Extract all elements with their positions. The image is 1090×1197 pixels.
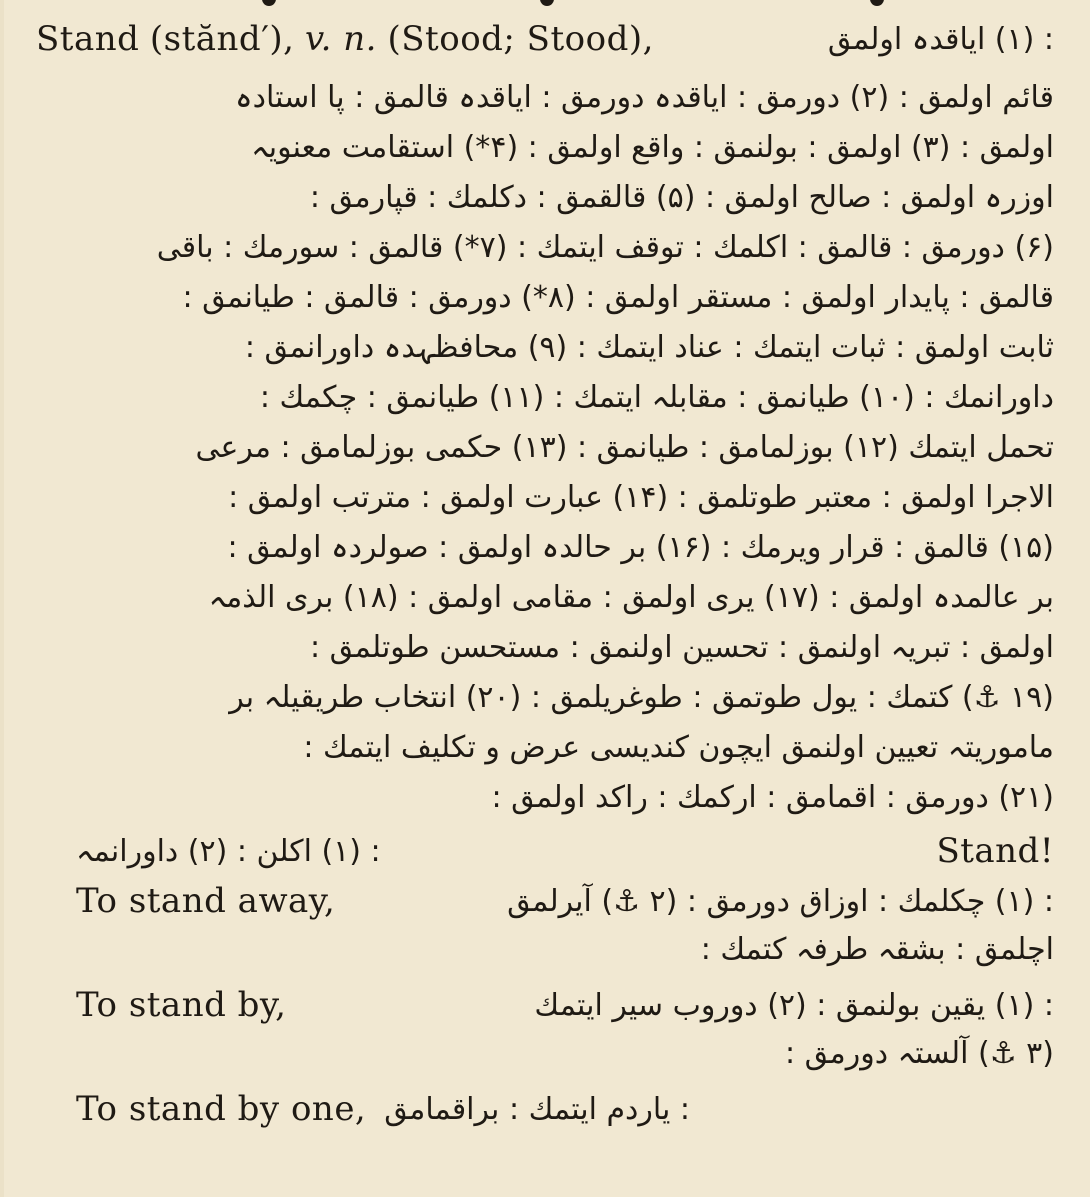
definition-line: الاجرا اولمق : معتبر طوتلمق : (۱۴) عبارت اولمق : مترتب اولمق : (228, 479, 1054, 515)
subentry-stand-away (76, 880, 1054, 922)
subentry-definition: : (۱) يقين بولنمق : (۲) دوروب سير ايتمك (534, 987, 1054, 1023)
subentry-definition: : ياردم ايتمك : براقمامق (384, 1091, 691, 1127)
headword-group (36, 19, 654, 59)
headword-line (36, 18, 1054, 60)
definition-line: بر عالمدہ اولمق : (۱۷) يرى اولمق : مقامى اولمق : (۱۸) برى الذمہ (208, 579, 1054, 615)
definition-line: تحمل ايتمك (۱۲) بوزلمامق : طيانمق : (۱۳) حكمى بوزلمامق : مرعى (195, 429, 1054, 465)
part-of-speech: v. n. (305, 19, 377, 59)
first-definition: : (۱) اياقدہ اولمق (827, 21, 1054, 57)
definition-line: اولمق : (۳) اولمق : بولنمق : واقع اولمق : (۴*) استقامت معنويہ (251, 129, 1054, 165)
subentry-definition: : (۱) چكلمك : اوزاق دورمق : (۲ ⚓) آيرلمق (507, 883, 1054, 919)
definition-line: اوزرہ اولمق : صالح اولمق : (۵) قالقمق : دكلمك : قپارمق : (309, 179, 1054, 215)
definition-line: (۱۵) قالمق : قرار ويرمك : (۱۶) بر حالدہ اولمق : صولردہ اولمق : (227, 529, 1054, 565)
definition-line: (۶) دورمق : قالمق : اكلمك : توقف ايتمك : (۷*) قالمق : سورمك : باقى (156, 229, 1054, 265)
subentry-phrase: To stand by one, (76, 1089, 367, 1129)
subentry-phrase: To stand away, (76, 881, 336, 921)
definition-line: (۱۹ ⚓) كتمك : يول طوتمق : طوغريلمق : (۲۰) انتخاب طريقيلہ بر (229, 679, 1054, 715)
definition-line: قالمق : پايدار اولمق : مستقر اولمق : (۸*) دورمق : قالمق : طيانمق : (182, 279, 1054, 315)
definition-line: قائم اولمق : (۲) دورمق : اياقدہ دورمق : اياقدہ قالمق : پا استادہ (235, 79, 1054, 115)
subentry-continuation: اچلمق : بشقہ طرفہ كتمك : (700, 931, 1054, 967)
page-edge (0, 0, 4, 1197)
subentry-stand-by-one (76, 1088, 1054, 1130)
subentry-phrase: Stand! (936, 831, 1054, 871)
subentry-continuation: (۳ ⚓) آلستہ دورمق : (785, 1035, 1054, 1071)
cropped-previous-line (0, 0, 1090, 6)
definition-line: (۲۱) دورمق : اقمامق : اركمك : راكد اولمق : (491, 779, 1054, 815)
principal-parts: (Stood; Stood), (387, 19, 654, 59)
definition-line: داورانمك : (۱۰) طيانمق : مقابلہ ايتمك : (۱۱) طيانمق : چكمك : (259, 379, 1054, 415)
pronunciation: (stănd′), (149, 19, 295, 59)
definition-line: ماموريتہ تعيين اولنمق ايچون كنديسى عرض و تكليف ايتمك : (303, 729, 1054, 765)
definition-line: اولمق : تبريہ اولنمق : تحسين اولنمق : مستحسن طوتلمق : (310, 629, 1054, 665)
subentry-phrase: To stand by, (76, 985, 287, 1025)
definition-line: ثابت اولمق : ثبات ايتمك : عناد ايتمك : (۹) محافظہدہ داورانمق : (244, 329, 1054, 365)
headword: Stand (36, 19, 140, 59)
subentry-definition: : (۱) اكلن : (۲) داورانمہ (76, 833, 381, 869)
subentry-stand (76, 830, 1054, 872)
subentry-stand-by (76, 984, 1054, 1026)
